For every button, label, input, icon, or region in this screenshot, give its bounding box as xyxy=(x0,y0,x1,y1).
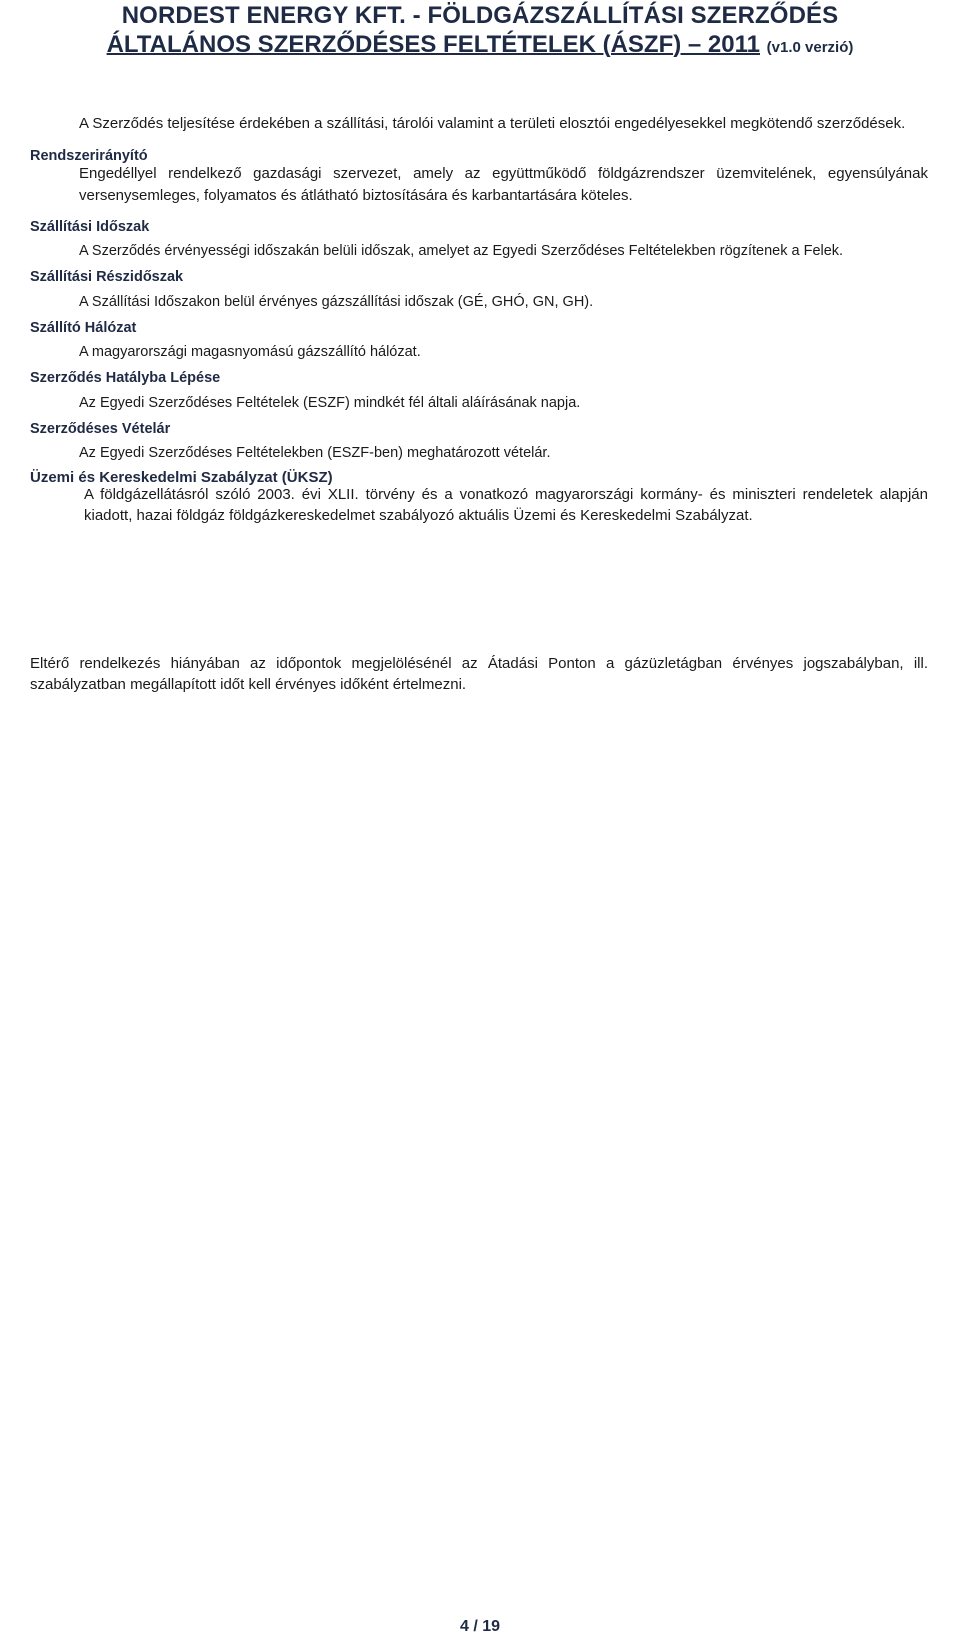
term-szallito-halozat: Szállító Hálózat xyxy=(30,320,137,336)
definition-szerzodeses-vetelar: Az Egyedi Szerződéses Feltételekben (ESZF-ben) meghatározott vételár. xyxy=(79,445,551,461)
definition-szerzodes-hatalyba-lepese: Az Egyedi Szerződéses Feltételek (ESZF) mindkét fél általi aláírásának napja. xyxy=(79,395,581,411)
document-subtitle xyxy=(0,31,960,62)
definition-szallitasi-reszidoszak: A Szállítási Időszakon belül érvényes gázszállítási időszak (GÉ, GHÓ, GN, GH). xyxy=(79,294,594,310)
definition-uksz: A földgázellátásról szóló 2003. évi XLII. törvény és a vonatkozó magyarországi kormány- és miniszteri rendeletek alapján kiadott, hazai földgáz földgázkereskedelmet szabályozó aktuális Üzemi és Kereskedelmi Szabályzat. xyxy=(84,486,928,524)
intro-line: A Szerződés teljesítése érdekében a szállítási, tárolói valamint a területi elosztói engedélyesekkel megkötendő szerződések. xyxy=(79,115,906,132)
term-szerzodes-hatalyba-lepese: Szerződés Hatályba Lépése xyxy=(30,370,221,386)
term-szallitasi-idoszak: Szállítási Időszak xyxy=(30,219,150,235)
term-rendszeriranyito: Rendszerirányító xyxy=(30,148,148,164)
term-szerzodeses-vetelar: Szerződéses Vételár xyxy=(30,421,171,437)
page-number: 4 / 19 xyxy=(459,1618,501,1635)
document-subtitle-main: ÁLTALÁNOS SZERZŐDÉSES FELTÉTELEK (ÁSZF) – 2011 xyxy=(106,31,760,58)
document-title: NORDEST ENERGY KFT. - FÖLDGÁZSZÁLLÍTÁSI SZERZŐDÉS xyxy=(121,2,839,29)
definition-szallito-halozat: A magyarországi magasnyomású gázszállító hálózat. xyxy=(79,344,421,360)
term-uksz: Üzemi és Kereskedelmi Szabályzat (ÜKSZ) xyxy=(30,469,333,486)
closing-paragraph: Eltérő rendelkezés hiányában az időpontok megjelölésénél az Átadási Ponton a gázüzletágban érvényes jogszabályban, ill. szabályzatban megállapított időt kell érvényes időként értelmezni. xyxy=(30,655,928,693)
term-szallitasi-reszidoszak: Szállítási Részidőszak xyxy=(30,269,184,285)
definition-szallitasi-idoszak: A Szerződés érvényességi időszakán belüli időszak, amelyet az Egyedi Szerződéses Feltételekben rögzítenek a Felek. xyxy=(79,243,844,259)
definition-rendszeriranyito: Engedéllyel rendelkező gazdasági szervezet, amely az együttműködő földgázrendszer üzemvitelének, egyensúlyának versenysemleges, folyamatos és átlátható biztosítására és karbantartására köteles. xyxy=(79,165,928,204)
document-version: (v1.0 verzió) xyxy=(766,39,854,56)
